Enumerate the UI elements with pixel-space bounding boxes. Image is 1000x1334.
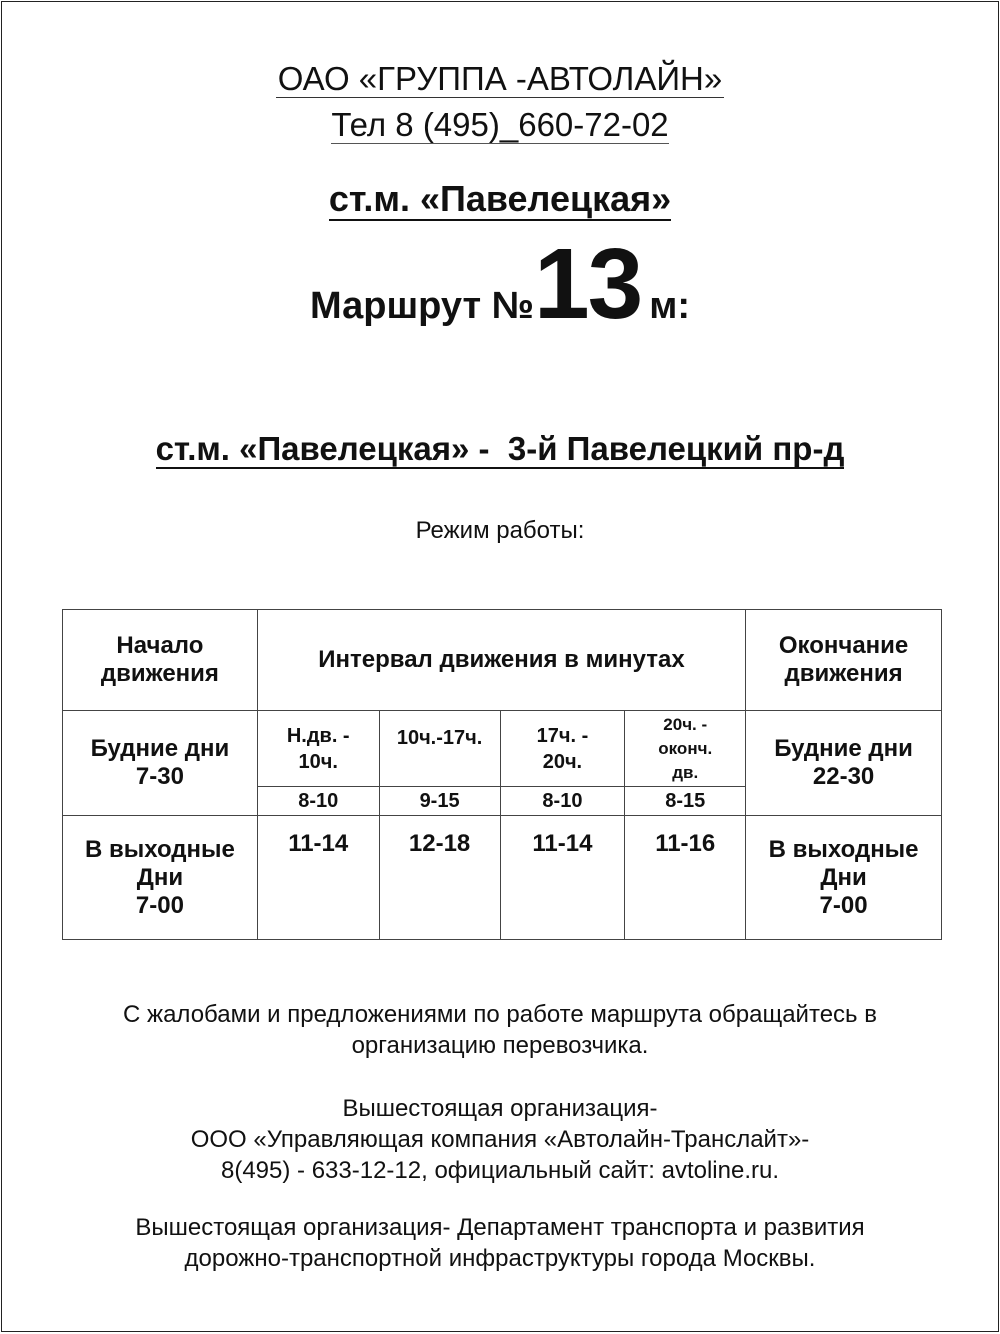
schedule-sheet [1, 1, 999, 1332]
complaints-note: С жалобами и предложениями по работе маршрута обращайтесь в организацию перевозчика. [123, 1001, 877, 1059]
weekend-interval-4: 11-16 [625, 816, 746, 940]
route-path: ст.м. «Павелецкая» - 3-й Павелецкий пр-д [155, 430, 845, 467]
department-note: Вышестоящая организация- Департамент транспорта и развития дорожно-транспортной инфраструктуры города Москвы. [135, 1214, 865, 1272]
company-phone: Тел 8 (495)_660-72-02 [331, 106, 669, 143]
parent-organization: Вышестоящая организация- ООО «Управляющая компания «Автолайн-Транслайт»- 8(495) - 633-12-12, официальный сайт: avtoline.ru. [190, 1095, 810, 1184]
weekday-start: Будние дни 7-30 [63, 711, 258, 816]
weekend-start: В выходные Дни 7-00 [63, 816, 258, 940]
weekend-end: В выходные Дни 7-00 [746, 816, 942, 940]
route-suffix: м: [649, 285, 690, 327]
company-name: ОАО «ГРУППА -АВТОЛАЙН» [277, 60, 723, 97]
interval-header: Интервал движения в минутах [257, 610, 745, 711]
period-2: 10ч.-17ч. [379, 711, 500, 787]
period-3: 17ч. - 20ч. [500, 711, 625, 787]
mode-label: Режим работы: [415, 517, 585, 544]
period-4: 20ч. - оконч. дв. [625, 711, 746, 787]
route-heading [2, 228, 998, 340]
route-label: Маршрут № [310, 285, 534, 327]
weekday-end: Будние дни 22-30 [746, 711, 942, 816]
weekend-interval-3: 11-14 [500, 816, 625, 940]
weekend-interval-1: 11-14 [257, 816, 379, 940]
station-title: ст.м. «Павелецкая» [328, 178, 672, 219]
end-header: Окончание движения [746, 610, 942, 711]
period-1: Н.дв. - 10ч. [257, 711, 379, 787]
weekday-interval-2: 9-15 [379, 787, 500, 816]
start-header: Начало движения [63, 610, 258, 711]
weekday-interval-4: 8-15 [625, 787, 746, 816]
route-number: 13 [533, 228, 642, 340]
weekday-interval-3: 8-10 [500, 787, 625, 816]
weekend-interval-2: 12-18 [379, 816, 500, 940]
weekday-interval-1: 8-10 [257, 787, 379, 816]
schedule-table [62, 609, 942, 940]
